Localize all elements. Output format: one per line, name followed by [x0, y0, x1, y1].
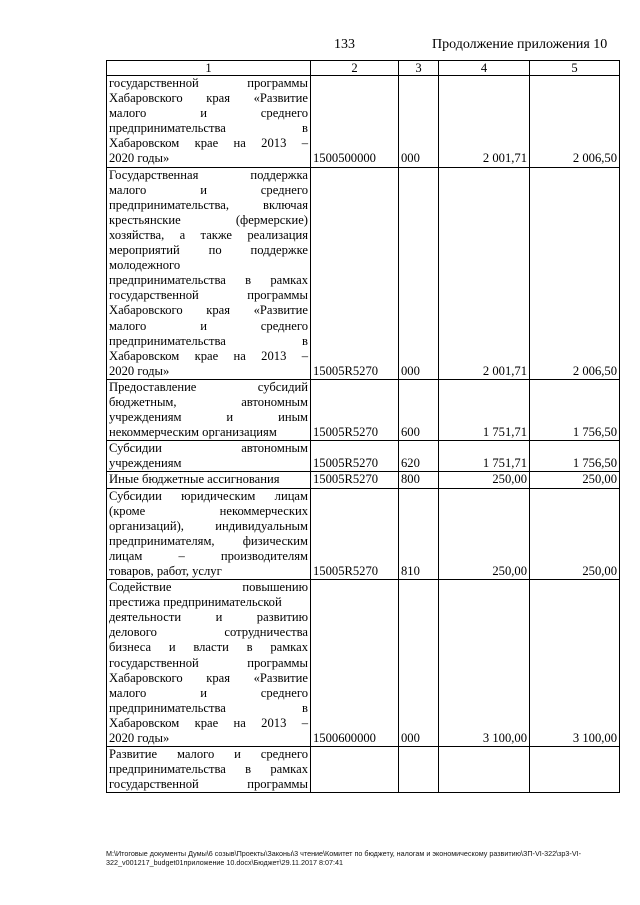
amount-2018-cell: 1 751,71: [439, 441, 530, 472]
amount-2018-cell: 250,00: [439, 472, 530, 488]
table-row: [107, 580, 620, 747]
budget-table: [106, 60, 620, 793]
expense-name-cell: [107, 747, 311, 793]
text-line: некоммерческим организациям: [109, 425, 277, 440]
expense-name-cell: [107, 167, 311, 379]
text-line: малого и среднего: [109, 106, 308, 121]
amount-2018-cell: 250,00: [439, 488, 530, 580]
target-article-code-cell: 15005R5270: [311, 167, 399, 379]
text-line: предпринимательства в: [109, 333, 308, 348]
text-line: товаров, работ, услуг: [109, 564, 222, 578]
text-line: предпринимательства в рамках: [109, 273, 308, 288]
document-path-footer: М:\Итоговые документы Думы\6 созыв\Проекты\Законы\3 чтение\Комитет по бюджету, налогам и экономическому развитию\ЗП-VI-322\зр3-VI-322_v001217_budget01приложение 10.docx\Бюджет\29.11.2017 8:07:41: [106, 849, 581, 867]
amount-2018-cell: 2 001,71: [439, 76, 530, 168]
target-article-code-cell: 1500500000: [311, 76, 399, 168]
text-line: предпринимательства, включая: [109, 197, 308, 212]
amount-2018-cell: 1 751,71: [439, 379, 530, 440]
text-line: крестьянские (фермерские): [109, 212, 308, 227]
text-line: престижа предпринимательской: [109, 595, 282, 610]
text-line: Государственная поддержка: [109, 167, 308, 182]
text-line: предпринимательства в: [109, 121, 308, 136]
expense-name-cell: [107, 488, 311, 580]
amount-2019-cell: 1 756,50: [530, 441, 620, 472]
target-article-code-cell: 15005R5270: [311, 488, 399, 580]
text-line: Хабаровского края «Развитие: [109, 91, 308, 106]
amount-2018-cell: 2 001,71: [439, 167, 530, 379]
text-line: предпринимательства в: [109, 700, 308, 715]
column-header-1: 1: [107, 61, 311, 76]
target-article-code-cell: 15005R5270: [311, 379, 399, 440]
expense-name-cell: [107, 580, 311, 747]
column-header-4: 4: [439, 61, 530, 76]
text-line: малого и среднего: [109, 685, 308, 700]
text-line: организаций), индивидуальным: [109, 518, 308, 533]
text-line: предпринимателям, физическим: [109, 533, 308, 548]
text-line: молодежного: [109, 258, 181, 273]
column-header-2: 2: [311, 61, 399, 76]
expense-name-cell: [107, 441, 311, 472]
text-line: лицам – производителям: [109, 548, 308, 563]
column-number-row: [107, 61, 620, 76]
amount-2019-cell: 2 006,50: [530, 76, 620, 168]
text-line: Хабаровском крае на 2013 –: [109, 715, 308, 730]
expense-type-code-cell: 620: [399, 441, 439, 472]
text-line: Иные бюджетные ассигнования: [109, 472, 280, 487]
amount-2019-cell: [530, 747, 620, 793]
text-line: деятельности и развитию: [109, 610, 308, 625]
amount-2019-cell: 2 006,50: [530, 167, 620, 379]
text-line: учреждениям и иным: [109, 410, 308, 425]
text-line: государственной программы: [109, 655, 308, 670]
text-line: государственной программы: [109, 76, 308, 90]
page-number: 133: [334, 37, 355, 52]
text-line: малого и среднего: [109, 318, 308, 333]
target-article-code-cell: 15005R5270: [311, 441, 399, 472]
target-article-code-cell: 15005R5270: [311, 472, 399, 488]
text-line: делового сотрудничества: [109, 625, 308, 640]
text-line: Хабаровском крае на 2013 –: [109, 348, 308, 363]
expense-type-code-cell: 810: [399, 488, 439, 580]
amount-2019-cell: 3 100,00: [530, 580, 620, 747]
text-line: мероприятий по поддержке: [109, 243, 308, 258]
amount-2019-cell: 250,00: [530, 488, 620, 580]
table-row: [107, 441, 620, 472]
text-line: государственной программы: [109, 777, 308, 792]
amount-2019-cell: 1 756,50: [530, 379, 620, 440]
table-row: [107, 379, 620, 440]
text-line: предпринимательства в рамках: [109, 762, 308, 777]
target-article-code-cell: 1500600000: [311, 580, 399, 747]
expense-type-code-cell: 000: [399, 76, 439, 168]
amount-2018-cell: 3 100,00: [439, 580, 530, 747]
text-line: Субсидии автономным: [109, 441, 308, 456]
expense-type-code-cell: 000: [399, 580, 439, 747]
text-line: Развитие малого и среднего: [109, 747, 308, 762]
expense-type-code-cell: [399, 747, 439, 793]
table-row: [107, 472, 620, 488]
text-line: 2020 годы»: [109, 731, 170, 746]
text-line: хозяйства, а также реализация: [109, 227, 308, 242]
amount-2018-cell: [439, 747, 530, 793]
table-row: [107, 167, 620, 379]
text-line: государственной программы: [109, 288, 308, 303]
text-line: бюджетным, автономным: [109, 394, 308, 409]
expense-type-code-cell: 600: [399, 379, 439, 440]
text-line: Хабаровского края «Развитие: [109, 303, 308, 318]
text-line: Предоставление субсидий: [109, 379, 308, 394]
text-line: (кроме некоммерческих: [109, 503, 308, 518]
expense-name-cell: [107, 76, 311, 168]
expense-type-code-cell: 800: [399, 472, 439, 488]
expense-name-cell: [107, 379, 311, 440]
table-row: [107, 488, 620, 580]
text-line: Содействие повышению: [109, 580, 308, 595]
text-line: Субсидии юридическим лицам: [109, 488, 308, 503]
column-header-3: 3: [399, 61, 439, 76]
column-header-5: 5: [530, 61, 620, 76]
table-row: [107, 76, 620, 168]
appendix-caption: Продолжение приложения 10: [432, 37, 608, 52]
text-line: малого и среднего: [109, 182, 308, 197]
text-line: 2020 годы»: [109, 151, 170, 166]
text-line: 2020 годы»: [109, 363, 170, 378]
expense-name-cell: [107, 472, 311, 488]
expense-type-code-cell: 000: [399, 167, 439, 379]
amount-2019-cell: 250,00: [530, 472, 620, 488]
target-article-code-cell: [311, 747, 399, 793]
text-line: бизнеса и власти в рамках: [109, 640, 308, 655]
table-row: [107, 747, 620, 793]
text-line: Хабаровском крае на 2013 –: [109, 136, 308, 151]
text-line: Хабаровского края «Развитие: [109, 670, 308, 685]
text-line: учреждениям: [109, 456, 182, 471]
